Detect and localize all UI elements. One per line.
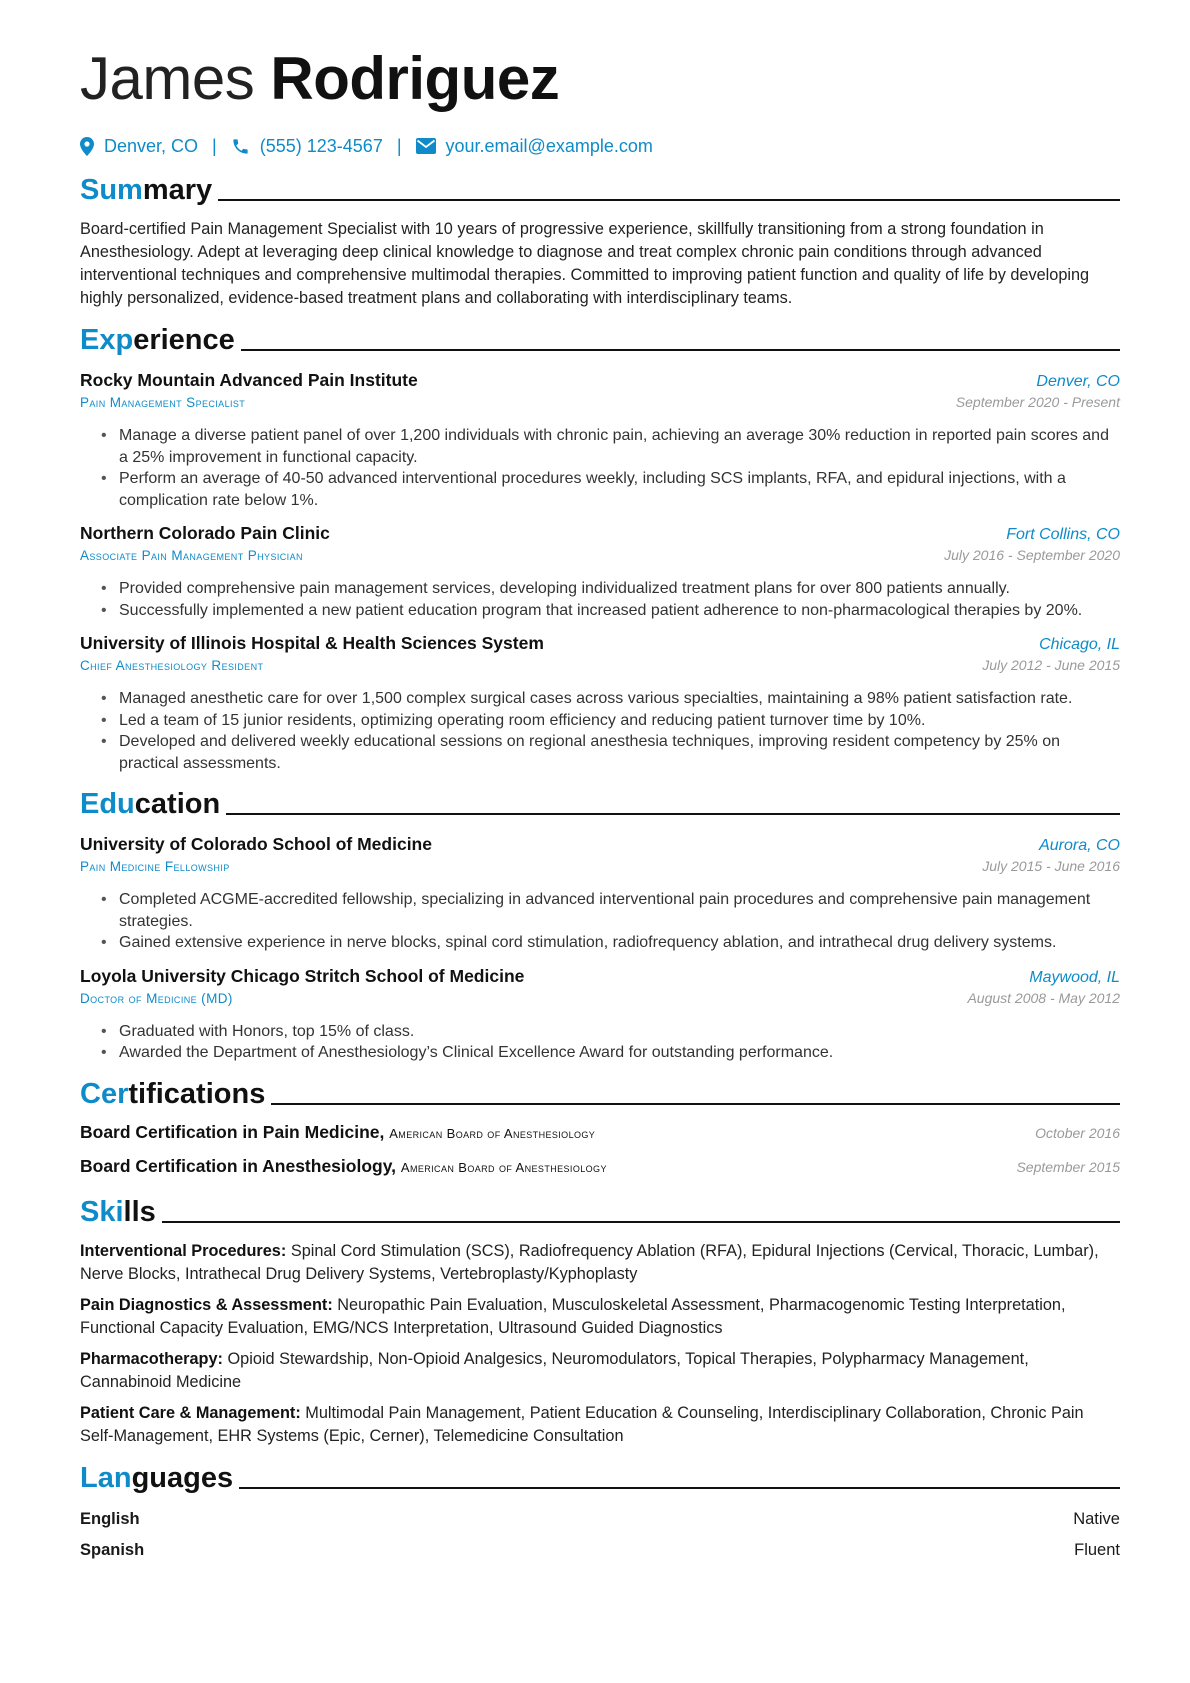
contact-bar bbox=[80, 132, 1120, 160]
skill-group bbox=[80, 1240, 1120, 1286]
section-rule bbox=[162, 1221, 1120, 1223]
education-entry bbox=[80, 832, 1120, 954]
skill-category: Interventional Procedures: bbox=[80, 1241, 287, 1260]
entry-role: Associate Pain Management Physician bbox=[80, 548, 303, 563]
entry-location: Aurora, CO bbox=[1039, 837, 1120, 854]
entry-org: Loyola University Chicago Stritch School of Medicine bbox=[80, 965, 525, 986]
map-pin-icon bbox=[80, 137, 94, 156]
bullet-item: • Awarded the Department of Anesthesiology’s Clinical Excellence Award for outstanding performance. bbox=[101, 1042, 1120, 1064]
bullet-item: • Perform an average of 40-50 advanced interventional procedures weekly, including SCS implants, RFA, and epidural injections, with a complication rate below 1%. bbox=[101, 468, 1120, 511]
language-name: Spanish bbox=[80, 1540, 145, 1559]
education-entry bbox=[80, 964, 1120, 1064]
skill-category: Pain Diagnostics & Assessment: bbox=[80, 1295, 333, 1314]
section-rule bbox=[226, 813, 1120, 815]
education-heading: Education bbox=[80, 782, 1120, 822]
first-name: James bbox=[80, 45, 255, 112]
bullet-item: • Gained extensive experience in nerve blocks, spinal cord stimulation, radiofrequency ablation, and intrathecal drug delivery systems. bbox=[101, 932, 1120, 954]
cert-name: Board Certification in Pain Medicine bbox=[80, 1121, 380, 1142]
entry-org: Rocky Mountain Advanced Pain Institute bbox=[80, 370, 418, 390]
entry-role: Pain Medicine Fellowship bbox=[80, 859, 230, 874]
bullet-item: • Manage a diverse patient panel of over 1,200 individuals with chronic pain, achieving an average 30% reduction in reported pain scores and a 25% improvement in functional capacity. bbox=[101, 425, 1120, 468]
entry-role: Pain Management Specialist bbox=[80, 395, 246, 410]
entry-dates: September 2020 - Present bbox=[955, 394, 1120, 410]
experience-heading: Experience bbox=[80, 318, 1120, 358]
summary-text: Board-certified Pain Management Specialist with 10 years of progressive experience, skillfully transitioning from a strong foundation in Anesthesiology. Adept at leveraging deep clinical knowledge to diagnose and treat complex chronic pain conditions through advanced interventional techniques and comprehensive multimodal therapies. Committed to improving patient function and quality of life by developing highly personalized, evidence-based treatment plans and collaborating with interdisciplinary teams. bbox=[80, 220, 1090, 307]
cert-issuer: American Board of Anesthesiology bbox=[400, 1159, 607, 1175]
entry-dates: August 2008 - May 2012 bbox=[967, 989, 1120, 1006]
skill-items: Neuropathic Pain Evaluation, Musculoskeletal Assessment, Pharmacogenomic Testing Interpretation, Functional Capacity Evaluation, EMG/NCS Interpretation, Ultrasound Guided Diagnostics bbox=[80, 1295, 1066, 1337]
certifications-heading: Certifications bbox=[80, 1072, 1120, 1112]
contact-separator: | bbox=[396, 135, 402, 156]
cert-issuer: American Board of Anesthesiology bbox=[389, 1125, 596, 1141]
skill-group bbox=[80, 1402, 1120, 1448]
section-rule bbox=[241, 349, 1120, 351]
entry-org: Northern Colorado Pain Clinic bbox=[80, 523, 330, 543]
language-level: Fluent bbox=[1074, 1540, 1120, 1559]
experience-entry bbox=[80, 521, 1120, 621]
entry-dates: July 2016 - September 2020 bbox=[944, 547, 1120, 563]
certification-item: Board Certification in Anesthesiology, American Board of Anesthesiology September 2015 bbox=[80, 1155, 1120, 1176]
bullet-item: • Provided comprehensive pain management services, developing individualized treatment plans for over 800 patients annually. bbox=[101, 578, 1120, 600]
entry-location: Fort Collins, CO bbox=[1006, 526, 1120, 543]
languages-heading: Languages bbox=[80, 1456, 1120, 1496]
experience-entry bbox=[80, 631, 1120, 774]
bullet-item: • Completed ACGME-accredited fellowship, specializing in advanced interventional pain procedures and comprehensive pain management strategies. bbox=[101, 889, 1120, 932]
skill-group bbox=[80, 1294, 1120, 1340]
candidate-name bbox=[80, 40, 1120, 118]
contact-location bbox=[80, 136, 198, 157]
contact-separator: | bbox=[212, 135, 217, 156]
language-item bbox=[80, 1508, 1120, 1531]
entry-org: University of Illinois Hospital & Health Sciences System bbox=[80, 633, 544, 653]
skill-group bbox=[80, 1348, 1120, 1394]
language-item bbox=[80, 1539, 1120, 1562]
location-text: Denver, CO bbox=[104, 135, 199, 156]
skill-category: Pharmacotherapy: bbox=[80, 1349, 223, 1368]
cert-date: October 2016 bbox=[1035, 1124, 1120, 1141]
cert-name: Board Certification in Anesthesiology bbox=[80, 1155, 392, 1176]
envelope-icon bbox=[416, 138, 436, 154]
section-rule bbox=[239, 1487, 1120, 1489]
certification-item: Board Certification in Pain Medicine, American Board of Anesthesiology October 2016 bbox=[80, 1121, 1120, 1142]
bullet-item: • Managed anesthetic care for over 1,500 complex surgical cases across various specialties, maintaining a 98% patient satisfaction rate. bbox=[101, 688, 1120, 710]
bullet-item: • Successfully implemented a new patient education program that increased patient adherence to non-pharmacological therapies by 20%. bbox=[101, 600, 1120, 622]
language-level: Native bbox=[1073, 1509, 1120, 1528]
entry-role: Chief Anesthesiology Resident bbox=[80, 658, 264, 673]
bullet-item: • Led a team of 15 junior residents, optimizing operating room efficiency and reducing patient turnover time by 10%. bbox=[101, 710, 1120, 732]
summary-heading: Summary bbox=[80, 168, 1120, 208]
entry-dates: July 2012 - June 2015 bbox=[982, 657, 1120, 673]
bullet-item: • Developed and delivered weekly educational sessions on regional anesthesia techniques, improving resident competency by 25% on practical assessments. bbox=[101, 731, 1120, 774]
language-name: English bbox=[80, 1509, 140, 1528]
skills-heading: Skills bbox=[80, 1190, 1120, 1230]
last-name: Rodriguez bbox=[270, 45, 560, 112]
contact-email[interactable] bbox=[416, 136, 653, 157]
skill-items: Multimodal Pain Management, Patient Education & Counseling, Interdisciplinary Collaboration, Chronic Pain Self-Management, EHR Systems (Epic, Cerner), Telemedicine Consultation bbox=[80, 1403, 1084, 1445]
entry-location: Chicago, IL bbox=[1039, 636, 1120, 653]
entry-location: Denver, CO bbox=[1036, 373, 1120, 390]
phone-icon bbox=[231, 137, 250, 156]
email-link[interactable]: your.email@example.com bbox=[445, 135, 653, 156]
resume-page bbox=[80, 40, 1120, 1562]
entry-dates: July 2015 - June 2016 bbox=[982, 858, 1120, 874]
skill-category: Patient Care & Management: bbox=[80, 1403, 301, 1422]
entry-location: Maywood, IL bbox=[1029, 968, 1120, 986]
experience-entry bbox=[80, 368, 1120, 511]
bullet-item: • Graduated with Honors, top 15% of class. bbox=[101, 1021, 1120, 1043]
cert-date: September 2015 bbox=[1016, 1158, 1120, 1175]
section-rule bbox=[218, 199, 1120, 201]
skill-items: Spinal Cord Stimulation (SCS), Radiofrequency Ablation (RFA), Epidural Injections (Cervical, Thoracic, Lumbar), Nerve Blocks, Intrathecal Drug Delivery Systems, Vertebroplasty/Kyphoplasty bbox=[80, 1241, 1099, 1283]
entry-role: Doctor of Medicine (MD) bbox=[80, 990, 233, 1006]
phone-text: (555) 123-4567 bbox=[259, 135, 383, 156]
contact-phone bbox=[231, 136, 383, 157]
section-rule bbox=[271, 1103, 1120, 1105]
entry-org: University of Colorado School of Medicine bbox=[80, 834, 432, 854]
skill-items: Opioid Stewardship, Non-Opioid Analgesics, Neuromodulators, Topical Therapies, Polypharmacy Management, Cannabinoid Medicine bbox=[80, 1349, 1029, 1391]
